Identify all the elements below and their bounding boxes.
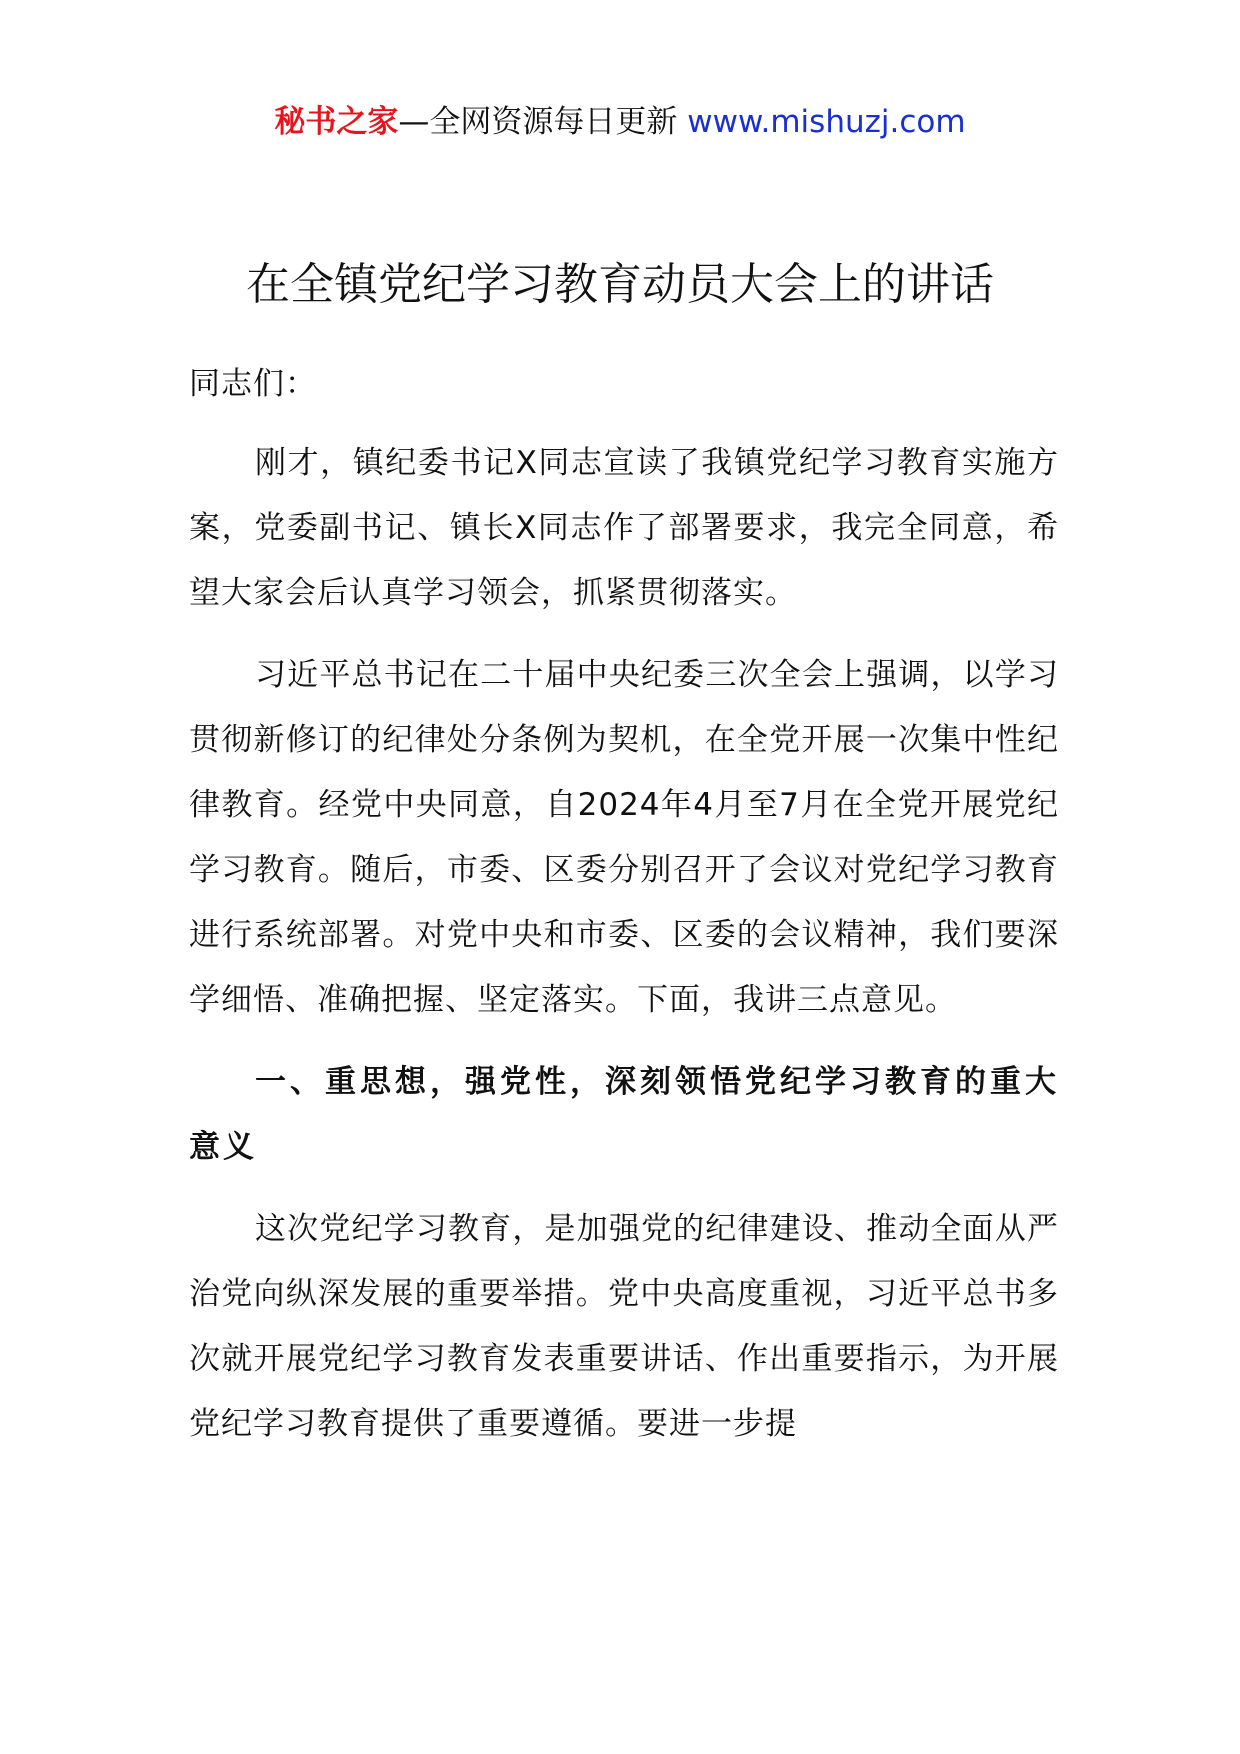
header-brand: 秘书之家 [274, 104, 399, 140]
site-header-watermark [0, 100, 1240, 144]
document-body [189, 352, 1059, 1474]
paragraph-opening: 刚才，镇纪委书记X同志宣读了我镇党纪学习教育实施方案，党委副书记、镇长X同志作了部署要求，我完全同意，希望大家会后认真学习领会，抓紧贯彻落实。 [189, 445, 1059, 611]
header-tagline: —全网资源每日更新 [398, 104, 678, 140]
section-1-paragraph: 这次党纪学习教育，是加强党的纪律建设、推动全面从严治党向纵深发展的重要举措。党中央高度重视，习近平总书多次就开展党纪学习教育发表重要讲话、作出重要指示，为开展党纪学习教育提供了重要遵循。要进一步提 [189, 1211, 1059, 1442]
salutation: 同志们： [189, 366, 317, 402]
header-url: www.mishuzj.com [687, 104, 966, 140]
paragraph-background: 习近平总书记在二十届中央纪委三次全会上强调，以学习贯彻新修订的纪律处分条例为契机，在全党开展一次集中性纪律教育。经党中央同意，自2024年4月至7月在全党开展党纪学习教育。随后，市委、区委分别召开了会议对党纪学习教育进行系统部署。对党中央和市委、区委的会议精神，我们要深学细悟、准确把握、坚定落实。下面，我讲三点意见。 [189, 657, 1059, 1018]
section-heading-1: 一、重思想，强党性，深刻领悟党纪学习教育的重大意义 [189, 1064, 1059, 1165]
document-title: 在全镇党纪学习教育动员大会上的讲话 [246, 259, 994, 310]
